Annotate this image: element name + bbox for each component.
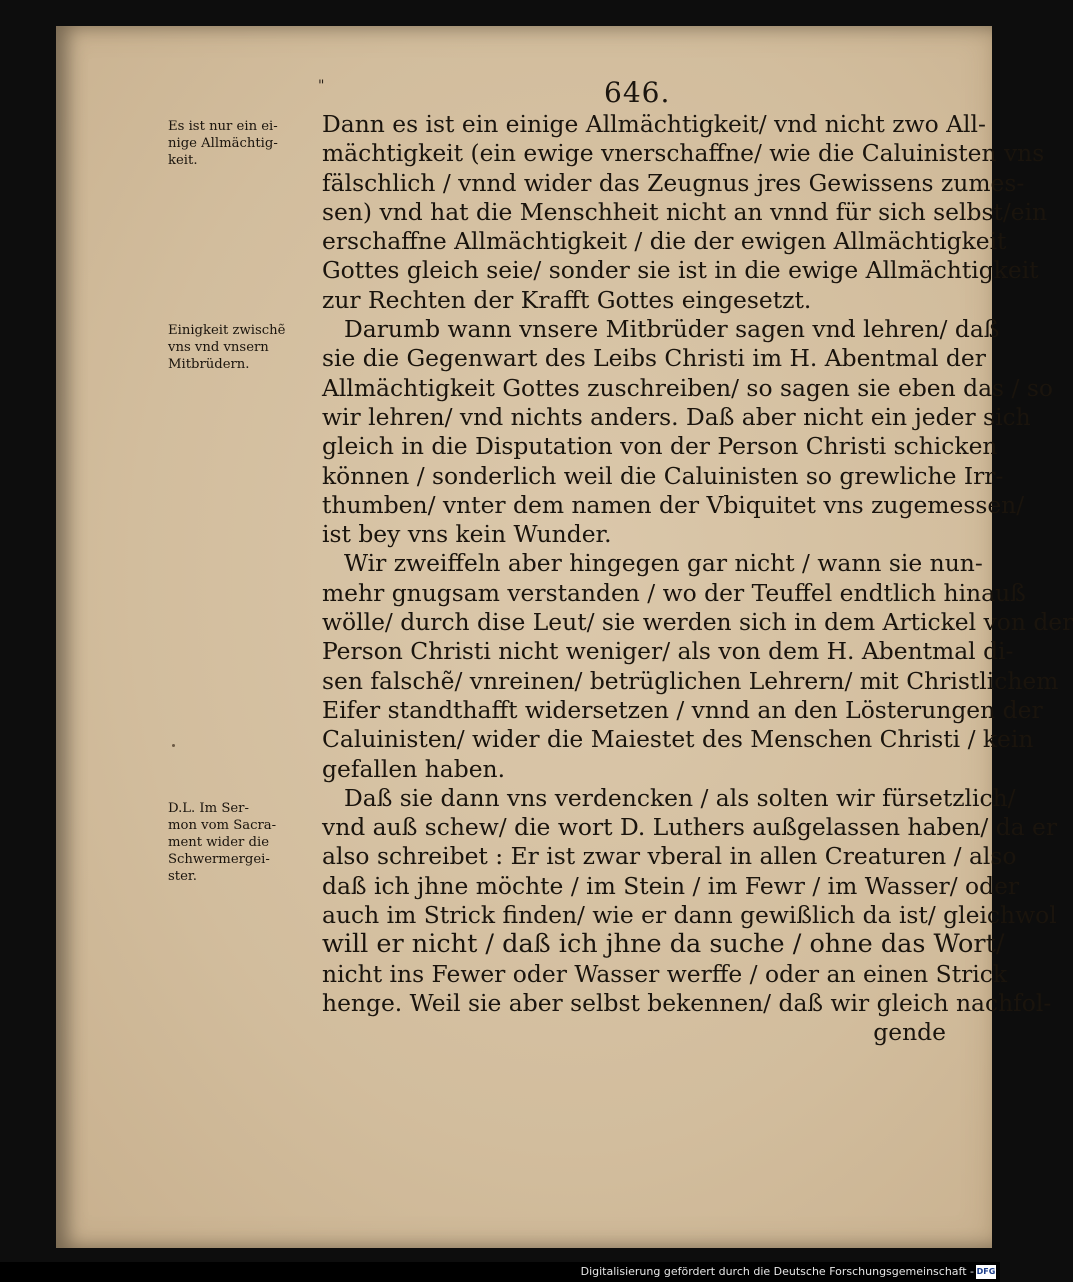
text-line: sen falschẽ/ vnreinen/ betrüglichen Lehrern/ mit Christlichem xyxy=(322,666,1059,695)
text-line: Caluinisten/ wider die Maiestet des Menschen Christi / kein xyxy=(322,725,1034,754)
text-line: sen) vnd hat die Menschheit nicht an vnnd für sich selbst/ein xyxy=(322,197,1048,226)
text-line: Eifer standthafft widersetzen / vnnd an den Lösterungen der xyxy=(322,695,1043,724)
margin-line: mon vom Sacra- xyxy=(168,818,277,833)
text-line: Dann es ist ein einige Allmächtigkeit/ vnd nicht zwo All- xyxy=(322,110,986,138)
text-line: fälschlich / vnnd wider das Zeugnus jres Gewissens zumes- xyxy=(322,168,1025,197)
text-line: nicht ins Fewer oder Wasser werffe / oder an einen Strick xyxy=(322,959,1008,988)
quote-mark: " xyxy=(318,78,325,94)
margin-line: ster. xyxy=(168,869,197,884)
margin-line: keit. xyxy=(168,153,198,168)
margin-line: ment wider die xyxy=(168,835,270,850)
text-line: henge. Weil sie aber selbst bekennen/ daß wir gleich nachfol- xyxy=(322,988,1052,1017)
text-line: ist bey vns kein Wunder. xyxy=(322,520,612,549)
margin-line: Es ist nur ein ei- xyxy=(168,119,278,134)
text-line: Gottes gleich seie/ sonder sie ist in die ewige Allmächtigkeit xyxy=(322,256,1039,285)
text-line: vnd auß schew/ die wort D. Luthers außgelassen haben/ da er xyxy=(322,813,1058,842)
text-line: wölle/ durch dise Leut/ sie werden sich in dem Artickel von der xyxy=(322,608,1073,637)
text-line: thumben/ vnter dem namen der Vbiquitet vns zugemessen/ xyxy=(322,490,1025,519)
margin-line: nige Allmächtig- xyxy=(168,136,278,151)
margin-line: vns vnd vnsern xyxy=(168,340,269,355)
text-line: mächtigkeit (ein ewige vnerschaffne/ wie die Caluinisten vns xyxy=(322,139,1045,168)
text-line: Person Christi nicht weniger/ als von dem H. Abentmal di- xyxy=(322,637,1014,666)
text-line: erschaffne Allmächtigkeit / die der ewigen Allmächtigkeit xyxy=(322,227,1007,256)
margin-note-2 xyxy=(168,322,318,373)
text-line: Wir zweiffeln aber hingegen gar nicht / wann sie nun- xyxy=(344,549,983,578)
text-line: zur Rechten der Krafft Gottes eingesetzt. xyxy=(322,285,812,314)
catchword: gende xyxy=(873,1018,946,1047)
text-line: also schreibet : Er ist zwar vberal in allen Creaturen / also xyxy=(322,842,1017,871)
body-text xyxy=(322,110,1073,1048)
text-line: können / sonderlich weil die Caluinisten so grewliche Irr- xyxy=(322,461,1004,490)
text-line: sie die Gegenwart des Leibs Christi im H. Abentmal der xyxy=(322,344,986,373)
dfg-logo-icon: DFG xyxy=(976,1265,996,1279)
text-line: wir lehren/ vnd nichts anders. Daß aber nicht ein jeder sich xyxy=(322,402,1031,431)
funding-credit: Digitalisierung gefördert durch die Deutsche Forschungsgemeinschaft - xyxy=(580,1265,974,1278)
margin-line: D.L. Im Ser- xyxy=(168,801,249,816)
text-line: daß ich jhne möchte / im Stein / im Fewr / im Wasser/ oder xyxy=(322,871,1020,900)
text-line: gefallen haben. xyxy=(322,754,506,783)
paper-speck xyxy=(172,744,175,747)
margin-note-1 xyxy=(168,118,318,169)
text-line: gleich in die Disputation von der Person Christi schicken xyxy=(322,432,998,461)
text-line: Darumb wann vnsere Mitbrüder sagen vnd lehren/ daß xyxy=(344,315,1000,344)
text-line: Allmächtigkeit Gottes zuschreiben/ so sagen sie eben das / so xyxy=(322,373,1053,402)
text-line: auch im Strick finden/ wie er dann gewißlich da ist/ gleichwol xyxy=(322,901,1057,930)
margin-note-3 xyxy=(168,800,318,885)
text-line: will er nicht / daß ich jhne da suche / ohne das Wort/ xyxy=(322,929,1005,960)
margin-line: Mitbrüdern. xyxy=(168,357,250,372)
page-number: 646. xyxy=(604,76,671,109)
margin-line: Einigkeit zwischẽ xyxy=(168,323,286,338)
text-line: mehr gnugsam verstanden / wo der Teuffel endtlich hinauß xyxy=(322,578,1026,607)
text-line: Daß sie dann vns verdencken / als solten wir fürsetzlich/ xyxy=(344,783,1016,812)
margin-line: Schwermergei- xyxy=(168,852,270,867)
